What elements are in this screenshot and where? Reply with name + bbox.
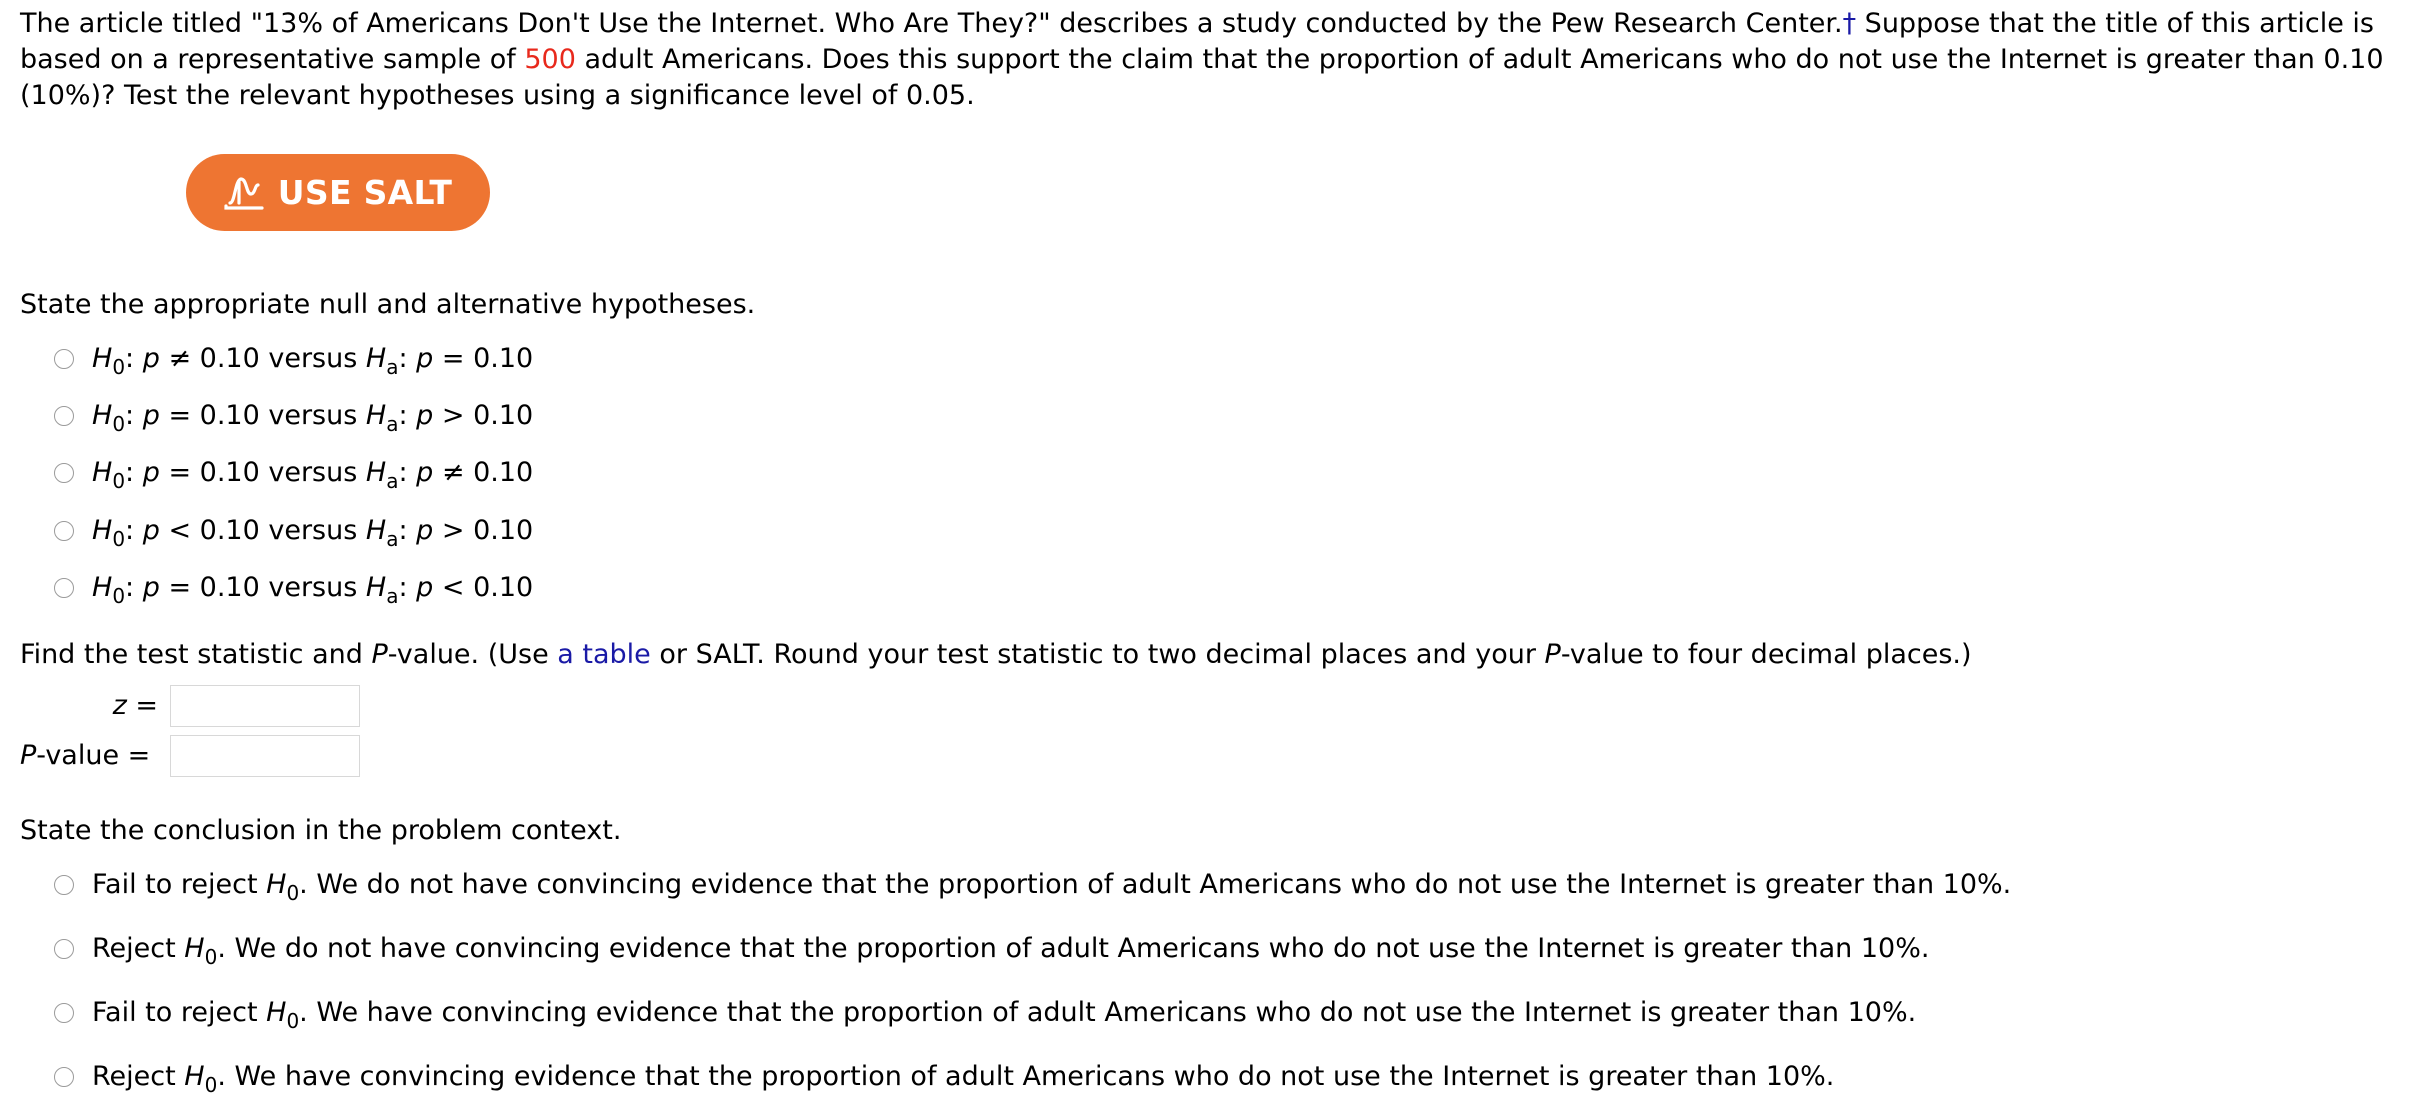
z-label	[20, 688, 158, 724]
z-equals: =	[126, 690, 158, 721]
radio-button[interactable]	[54, 349, 74, 369]
hypothesis-option-label: $H_0$: p = 0.10 versus $H_a$: p ≠ 0.10	[92, 457, 534, 493]
z-row	[20, 685, 360, 727]
hypothesis-option[interactable]	[54, 455, 533, 491]
hypothesis-option[interactable]	[54, 570, 533, 606]
problem-statement	[20, 6, 2420, 114]
prompt-text: Find the test statistic and	[20, 639, 372, 670]
hypothesis-option[interactable]	[54, 341, 533, 377]
hypothesis-option-label: $H_0$: p = 0.10 versus $H_a$: p > 0.10	[92, 400, 534, 436]
p-italic: P	[371, 639, 388, 670]
radio-button[interactable]	[54, 1003, 74, 1023]
z-input[interactable]	[170, 685, 360, 727]
conclusion-option[interactable]	[54, 867, 2011, 903]
radio-button[interactable]	[54, 1067, 74, 1087]
p-value-row	[20, 735, 360, 777]
conclusion-option-label: Reject $H_0$. We have convincing evidence that the proportion of adult Americans who do not use the Internet is greater than 10%.	[92, 1061, 1835, 1097]
test-statistic-prompt	[20, 637, 1972, 673]
footnote-link[interactable]: †	[1842, 8, 1857, 39]
prompt-text-3: or SALT. Round your test statistic to two decimal places and your	[650, 639, 1545, 670]
hypothesis-option-label: $H_0$: p = 0.10 versus $H_a$: p < 0.10	[92, 572, 534, 608]
problem-text: The article titled "13% of Americans Don't Use the Internet. Who Are They?" describes a study conducted by the Pew Research Center.	[20, 8, 1843, 39]
hypothesis-option[interactable]	[54, 513, 533, 549]
hypothesis-option-label: $H_0$: p ≠ 0.10 versus $H_a$: p = 0.10	[92, 343, 534, 379]
sample-size-value: 500	[524, 44, 576, 75]
use-salt-button[interactable]	[186, 154, 490, 231]
radio-button[interactable]	[54, 406, 74, 426]
table-link[interactable]: a table	[557, 639, 651, 670]
radio-button[interactable]	[54, 875, 74, 895]
salt-chart-icon	[224, 174, 264, 212]
hypothesis-option[interactable]	[54, 398, 533, 434]
conclusion-option[interactable]	[54, 1059, 1834, 1095]
p-equals: =	[119, 740, 151, 771]
use-salt-label: USE SALT	[277, 173, 453, 212]
conclusion-prompt: State the conclusion in the problem context.	[20, 815, 622, 846]
conclusion-option-label: Reject $H_0$. We do not have convincing evidence that the proportion of adult Americans who do not use the Internet is greater than 10%.	[92, 933, 1930, 969]
z-symbol: z	[112, 690, 127, 721]
prompt-text-2: -value. (Use	[387, 639, 558, 670]
conclusion-option-label: Fail to reject $H_0$. We do not have convincing evidence that the proportion of adult Americans who do not use the Internet is greater than 10%.	[92, 869, 2012, 905]
hypothesis-option-label: $H_0$: p < 0.10 versus $H_a$: p > 0.10	[92, 515, 534, 551]
conclusion-option[interactable]	[54, 931, 1929, 967]
p-italic-2: P	[1544, 639, 1561, 670]
radio-button[interactable]	[54, 578, 74, 598]
p-symbol: P	[20, 740, 37, 771]
p-value-word: -value	[36, 740, 120, 771]
radio-button[interactable]	[54, 463, 74, 483]
problem-text-2: Suppose that the title of this article is based on a representative sample of	[20, 8, 2374, 75]
radio-button[interactable]	[54, 521, 74, 541]
conclusion-option-label: Fail to reject $H_0$. We have convincing evidence that the proportion of adult Americans who do not use the Internet is greater than 10%.	[92, 997, 1917, 1033]
prompt-text-4: -value to four decimal places.)	[1560, 639, 1972, 670]
hypotheses-prompt: State the appropriate null and alternative hypotheses.	[20, 289, 756, 320]
radio-button[interactable]	[54, 939, 74, 959]
p-value-label	[20, 738, 158, 774]
conclusion-option[interactable]	[54, 995, 1916, 1031]
problem-text-3: adult Americans. Does this support the claim that the proportion of adult Americans who do not use the Internet is greater than 0.10 (10%)? Test the relevant hypotheses using a significance level of 0.05.	[20, 44, 2384, 111]
p-value-input[interactable]	[170, 735, 360, 777]
